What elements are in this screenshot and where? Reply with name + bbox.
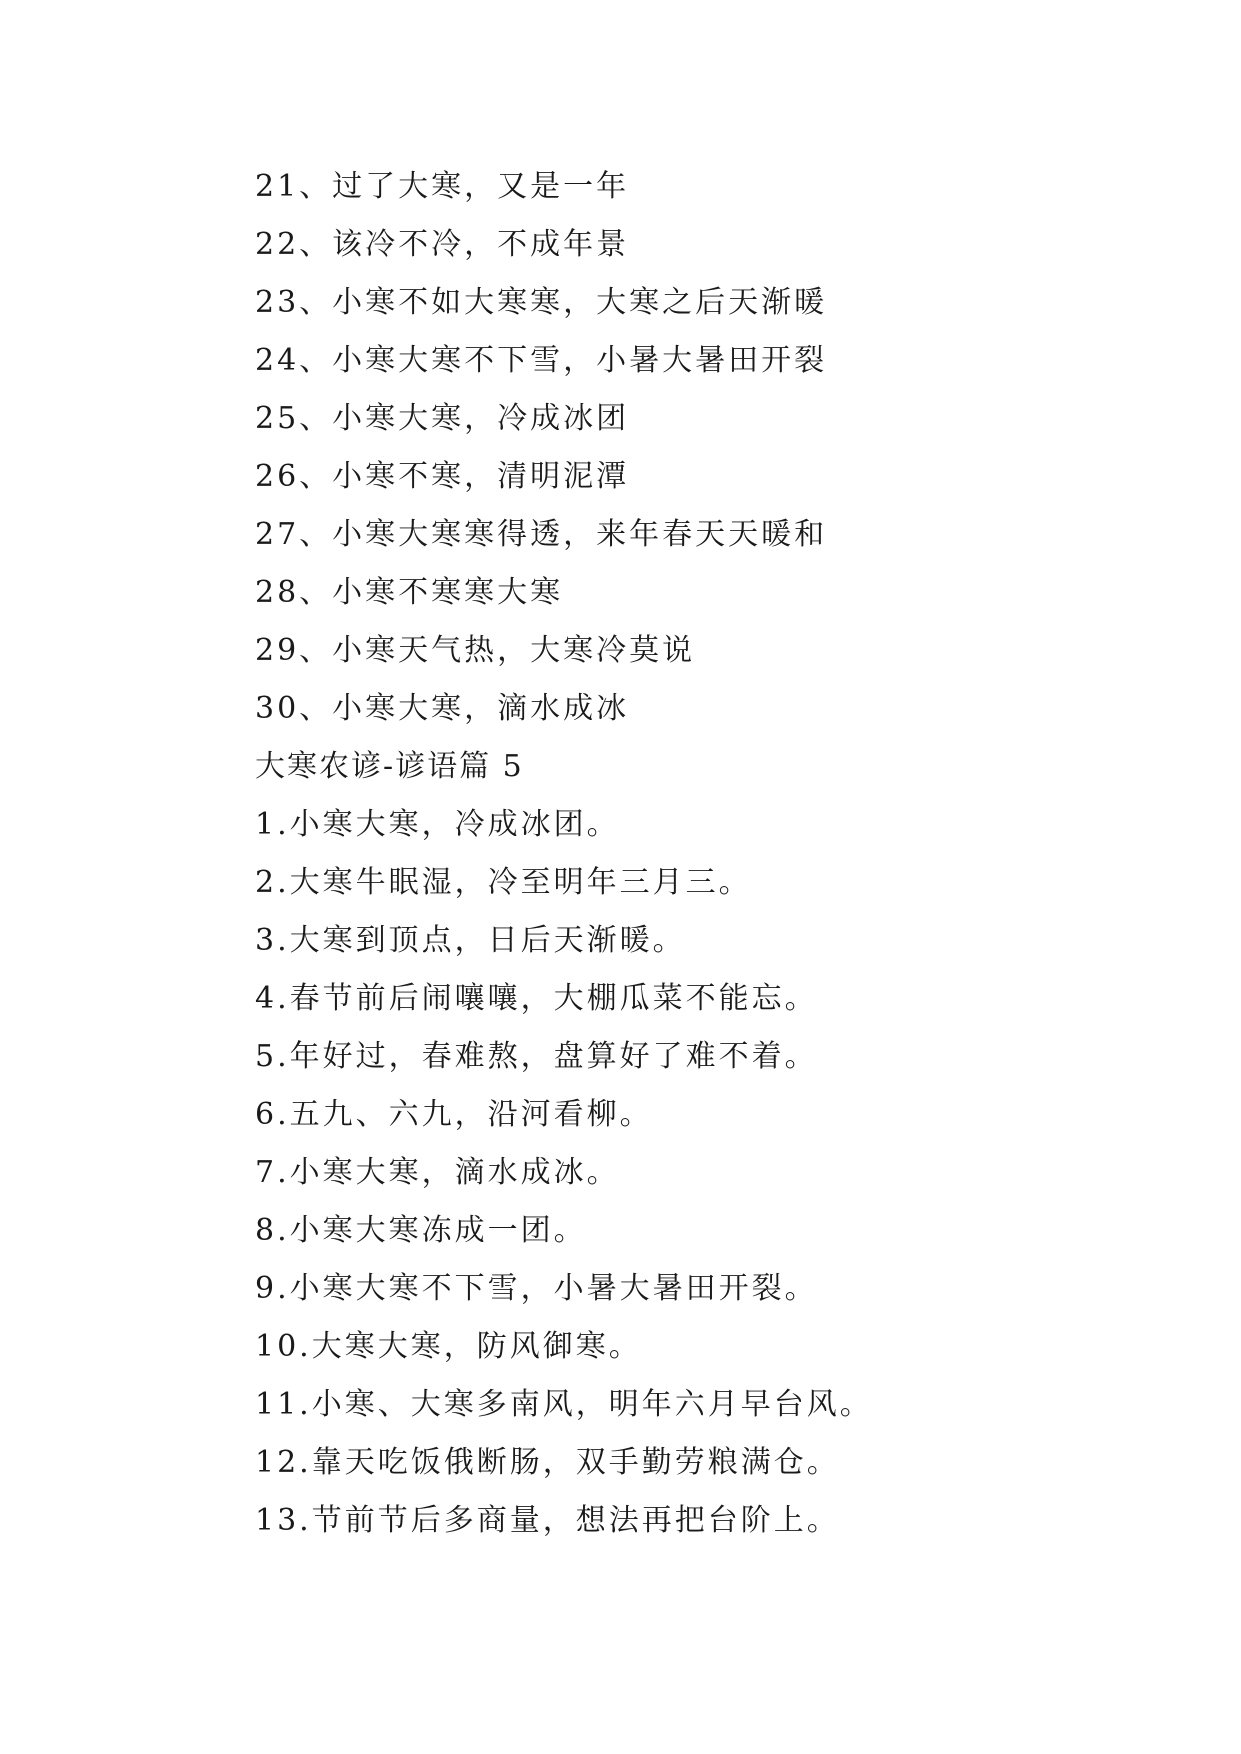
- proverb-line: 21、过了大寒，又是一年: [255, 169, 630, 204]
- proverb-line: 12.靠天吃饭俄断肠，双手勤劳粮满仓。: [255, 1445, 840, 1480]
- section-heading: 大寒农谚-谚语篇 5: [255, 749, 524, 784]
- proverb-line: 5.年好过，春难熬，盘算好了难不着。: [255, 1039, 818, 1074]
- proverb-line: 6.五九、六九，沿河看柳。: [255, 1097, 653, 1132]
- proverb-line: 11.小寒、大寒多南风，明年六月早台风。: [255, 1387, 873, 1422]
- proverb-line: 10.大寒大寒，防风御寒。: [255, 1329, 642, 1364]
- proverb-line: 13.节前节后多商量，想法再把台阶上。: [255, 1503, 840, 1538]
- proverb-line: 23、小寒不如大寒寒，大寒之后天渐暖: [255, 285, 828, 320]
- proverb-line: 24、小寒大寒不下雪，小暑大暑田开裂: [255, 343, 828, 378]
- proverb-line: 8.小寒大寒冻成一团。: [255, 1213, 587, 1248]
- proverb-line: 27、小寒大寒寒得透，来年春天天暖和: [255, 517, 828, 552]
- proverb-line: 4.春节前后闹嚷嚷，大棚瓜菜不能忘。: [255, 981, 818, 1016]
- proverb-line: 22、该冷不冷，不成年景: [255, 227, 630, 262]
- proverb-line: 3.大寒到顶点，日后天渐暖。: [255, 923, 686, 958]
- proverb-line: 2.大寒牛眠湿，冷至明年三月三。: [255, 865, 752, 900]
- proverb-list: [255, 158, 873, 1550]
- proverb-line: 1.小寒大寒，冷成冰团。: [255, 807, 620, 842]
- proverb-line: 25、小寒大寒，冷成冰团: [255, 401, 630, 436]
- proverb-line: 28、小寒不寒寒大寒: [255, 575, 564, 610]
- proverb-line: 26、小寒不寒，清明泥潭: [255, 459, 630, 494]
- proverb-line: 30、小寒大寒，滴水成冰: [255, 691, 630, 726]
- proverb-line: 9.小寒大寒不下雪，小暑大暑田开裂。: [255, 1271, 818, 1306]
- proverb-line: 29、小寒天气热，大寒冷莫说: [255, 633, 696, 668]
- proverb-line: 7.小寒大寒，滴水成冰。: [255, 1155, 620, 1190]
